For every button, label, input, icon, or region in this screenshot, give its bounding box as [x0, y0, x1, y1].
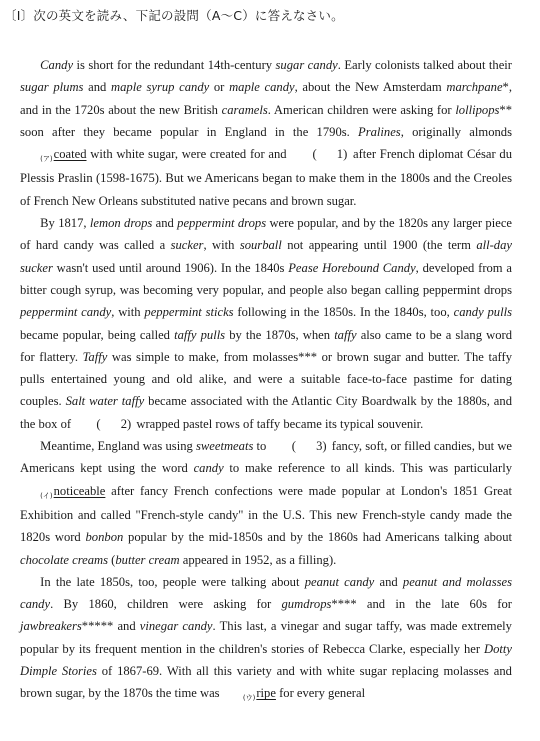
blank-1 — [292, 143, 347, 165]
text: fancy, soft, or filled candies, but we Americans kept using the word — [20, 439, 512, 476]
text: not appearing until 1900 (the term — [281, 238, 477, 253]
term: maple candy — [229, 80, 295, 95]
term: Pease Horebound Candy — [288, 260, 416, 275]
paragraph-2 — [20, 212, 512, 435]
underlined-word-b — [20, 480, 105, 504]
term: candy pulls — [453, 305, 512, 320]
term: candy — [193, 461, 224, 476]
underlined-word-a — [20, 143, 87, 167]
question-header: 〔Ⅰ〕次の英文を読み、下記の設問（A～C）に答えなさい。 — [4, 8, 344, 23]
term: caramels — [221, 102, 268, 117]
blank-paren: ) — [343, 147, 348, 162]
text: wasn't used until around 1906). In the 1840s — [52, 260, 289, 275]
text: and — [83, 80, 112, 95]
term: Taffy — [82, 349, 108, 364]
text: were popular, and by the 1820s any larger piece of hard candy was called a — [20, 216, 512, 253]
blank-paren: ( — [291, 439, 296, 454]
term: Pralines — [358, 124, 401, 139]
text: By 1817, — [40, 216, 90, 231]
term: marchpane — [446, 80, 503, 95]
text: following in the 1850s. In the 1840s, too, — [233, 305, 454, 320]
text: . This last, a vinegar and sugar taffy, was made extremely popular by its frequent mention in the children's stories of Rebecca Clarke, especially her — [20, 619, 512, 656]
term: taffy — [334, 327, 357, 342]
text: , with — [203, 238, 240, 253]
text: by the 1870s, when — [225, 327, 335, 342]
text: for every general — [275, 686, 366, 701]
text: after French diplomat César du Plessis Praslin (1598-1675). But we Americans began to make them in the 1800s and the Creoles of French New Orleans substituted native pecans and brown sugar. — [20, 147, 512, 208]
text: , with — [111, 305, 145, 320]
term: sugar candy — [275, 58, 338, 72]
passage — [20, 54, 512, 707]
text: . Early colonists talked about their — [337, 58, 512, 72]
text: *, and in the 1720s about the new British — [20, 80, 512, 117]
blank-number: 3 — [316, 439, 323, 454]
text: . American children were asking for — [267, 102, 456, 117]
term: lemon drops — [89, 216, 153, 231]
term: all-day sucker — [20, 238, 512, 275]
text: popular by the mid-1850s and by the 1860s had Americans talking about — [123, 530, 512, 545]
term: sourball — [239, 238, 282, 253]
text: also came to be a slang word for flattery. — [20, 327, 512, 364]
text: , developed from a bitter cough syrup, was becoming very popular, and people also began calling peppermint drops — [20, 260, 512, 297]
blank-number: 2 — [120, 416, 128, 431]
blank-paren: ( — [96, 416, 101, 431]
term: chocolate creams — [20, 552, 109, 567]
text: or — [209, 80, 230, 95]
text: of 1867-69. With all this variety and with white sugar replacing molasses and brown sugar, by the 1870s the time was — [20, 664, 512, 701]
text: Meantime, England was using — [40, 439, 196, 454]
blank-paren: ) — [127, 416, 132, 431]
term: bonbon — [85, 530, 124, 545]
text: appeared in 1952, as a filling). — [179, 552, 337, 567]
marker-label: (ア) — [40, 155, 53, 164]
text: became popular, being called — [20, 327, 175, 342]
paragraph-4 — [20, 571, 512, 707]
text: In the late 1850s, too, people were talking about — [40, 574, 305, 589]
term: peanut candy — [304, 574, 375, 589]
term: peppermint sticks — [144, 305, 234, 320]
term: peppermint candy — [20, 305, 112, 320]
term: sweetmeats — [195, 439, 254, 454]
text: after fancy French confections were made popular at London's 1851 Great Exhibition and called "French-style candy" in the U.S. This new French-style candy made the 1820s word — [20, 483, 512, 545]
blank-paren: ) — [322, 439, 327, 454]
blank-paren: ( — [312, 147, 317, 162]
paragraph-3 — [20, 435, 512, 571]
term: sugar plums — [20, 80, 84, 95]
term: peanut and molasses candy — [20, 574, 512, 612]
term: Candy — [40, 58, 74, 72]
marker-label: (ウ) — [242, 694, 256, 703]
text: , about the New Amsterdam — [294, 80, 447, 95]
text: wrapped pastel rows of taffy became its typical souvenir. — [133, 416, 424, 431]
text: with white sugar, were created for and — [86, 147, 291, 162]
text: is short for the redundant 14th-century — [73, 58, 276, 72]
underlined-word: noticeable — [53, 483, 106, 498]
text: **** and in the late 60s for — [331, 597, 512, 612]
underlined-word-c — [223, 682, 276, 706]
term: Dotty Dimple Stories — [20, 641, 512, 679]
term: vinegar candy — [139, 619, 213, 634]
text: became associated with the Atlantic City Boardwalk by the 1880s, and the box of — [20, 394, 512, 431]
text: and — [152, 216, 178, 231]
marker-label: (イ) — [40, 491, 53, 500]
text: and — [374, 574, 403, 589]
text: ***** and — [81, 619, 140, 634]
underlined-word: ripe — [256, 686, 276, 701]
paragraph-1 — [20, 54, 512, 212]
text: . By 1860, children were asking for — [50, 597, 282, 612]
text: to — [253, 439, 270, 454]
term: sucker — [170, 238, 204, 253]
text: to make reference to all kinds. This was particularly — [223, 461, 512, 476]
text: ** soon after they became popular in England in the 1790s. — [20, 102, 512, 139]
term: gumdrops — [281, 597, 332, 612]
text: was simple to make, from molasses*** or brown sugar and butter. The taffy pulls entertained young and old alike, and were a suitable face-to-face pastime for dating couples. — [20, 349, 512, 409]
term: taffy pulls — [174, 327, 226, 342]
term: peppermint drops — [177, 216, 267, 231]
blank-2 — [76, 413, 131, 435]
blank-number: 1 — [336, 147, 344, 162]
term: lollipops — [455, 102, 500, 117]
term: jawbreakers — [20, 619, 82, 634]
text: ( — [108, 552, 116, 567]
blank-3 — [272, 435, 327, 457]
text: , originally almonds — [400, 124, 512, 139]
term: butter cream — [115, 552, 180, 567]
term: maple syrup candy — [111, 80, 210, 95]
term: Salt water taffy — [65, 394, 145, 409]
underlined-word: coated — [53, 147, 87, 162]
